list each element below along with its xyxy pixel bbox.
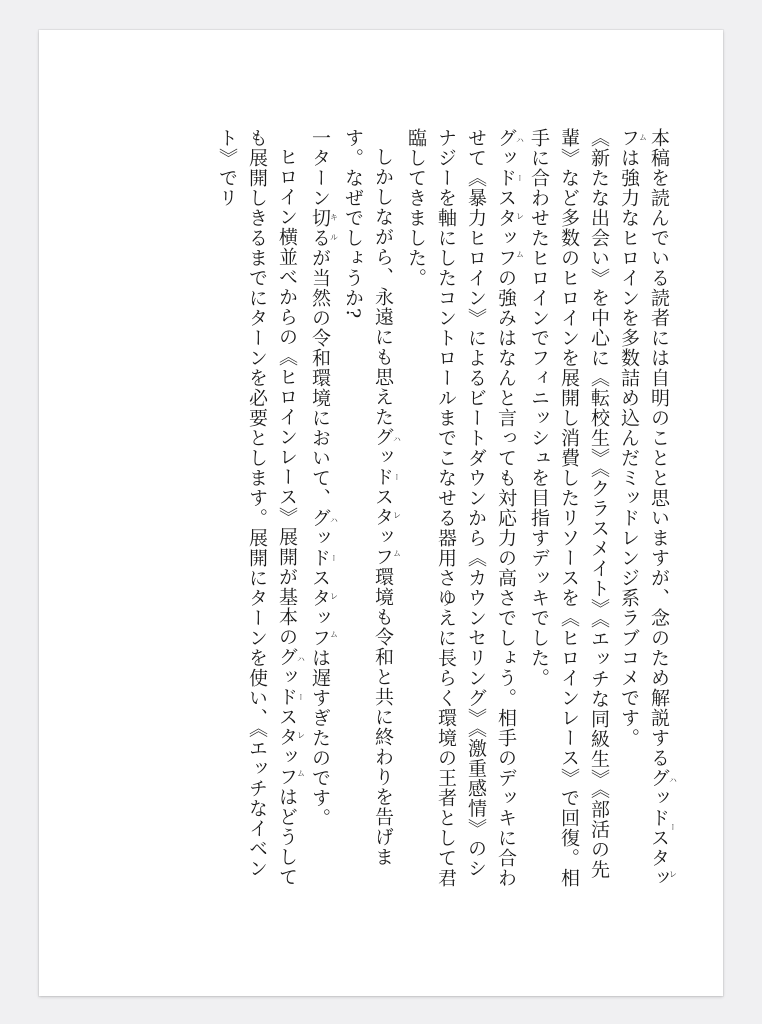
paragraph-2 — [524, 128, 614, 898]
text-segment: ヒロイン横並べからの《ヒロインレース》展開が基本の — [276, 147, 298, 647]
text-segment: 環境も令和と共に終わりを告げます。なぜでしょうか? — [342, 128, 394, 867]
paragraph-1 — [614, 128, 677, 898]
ruby-text: ハーレム — [515, 128, 525, 268]
ruby-base: 切る — [309, 208, 331, 248]
ruby-base: グッドスタッフ — [276, 647, 298, 787]
ruby-text: ハーレム — [638, 128, 678, 888]
ruby-base: グッドスタッフ — [618, 128, 670, 888]
text-segment: はどうしても展開しきるまでにターンを必要とします。展開にターンを使い、《エッチなイベント》でリ — [216, 128, 298, 887]
ruby-base: グッドスタッフ — [495, 128, 517, 268]
book-page — [39, 30, 723, 996]
paragraph-3 — [401, 128, 524, 898]
ruby-annotation — [309, 208, 339, 248]
ruby-text: ハーレム — [296, 647, 306, 787]
vertical-text-body — [212, 128, 677, 898]
ruby-text: ハーレム — [329, 508, 339, 648]
ruby-base: グッドスタッフ — [372, 427, 394, 567]
ruby-annotation — [309, 508, 339, 648]
ruby-annotation — [495, 128, 525, 268]
text-segment: 本稿を読んでいる読者には自明のことと思いますが、念のため解説する — [648, 128, 670, 768]
ruby-text: キル — [329, 208, 339, 248]
paragraph-5 — [305, 128, 338, 898]
paragraph-4 — [338, 128, 401, 898]
text-segment: しかしながら、永遠にも思えた — [372, 147, 394, 427]
text-segment: は遅すぎたのです。 — [309, 648, 331, 828]
ruby-base: グッドスタッフ — [309, 508, 331, 648]
text-segment: の強みはなんと言っても対応力の高さでしょう。相手のデッキに合わせて《暴力ヒロイン》によるビートダウンから《カウンセリング》《激重感情》のシナジーを軸にしたコントロールまでこなせる器用さゆえに長らく環境の王者として君臨してきました。 — [405, 128, 517, 888]
text-segment: 一ターン — [309, 128, 331, 208]
ruby-annotation — [372, 427, 402, 567]
text-segment: は強力なヒロインを多数詰め込んだミッドレンジ系ラブコメです。 — [618, 148, 640, 748]
ruby-text: ハーレム — [392, 427, 402, 567]
ruby-annotation — [276, 647, 306, 787]
text-segment: 《新たな出会い》を中心に《転校生》《クラスメイト》《エッチな同級生》《部活の先輩》など多数のヒロインを展開し消費したリソースを《ヒロインレース》で回復。相手に合わせたヒロインでフィニッシュを目指すデッキでした。 — [528, 128, 610, 888]
paragraph-6 — [212, 128, 305, 898]
text-segment: が当然の令和環境において、 — [309, 248, 331, 508]
